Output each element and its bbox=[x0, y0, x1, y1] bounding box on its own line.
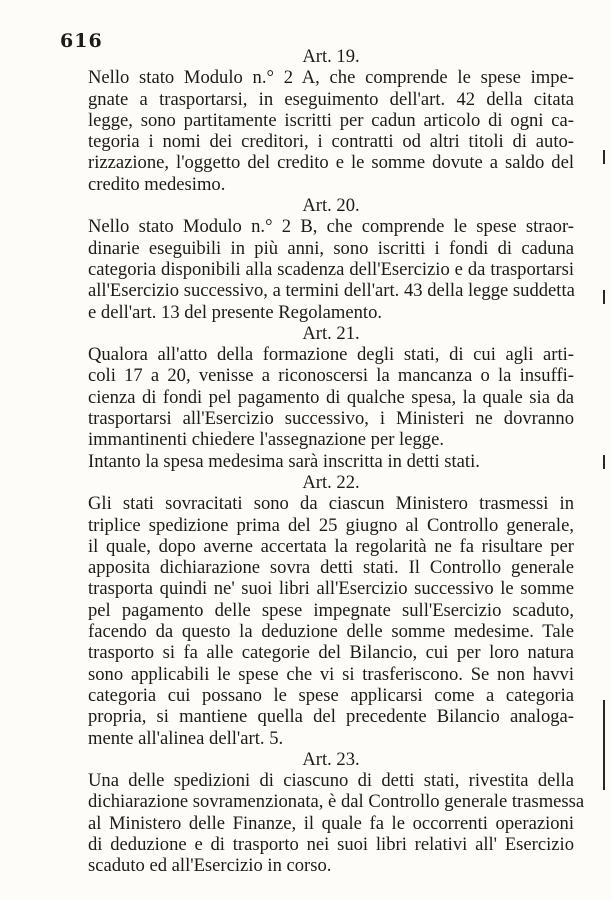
margin-mark bbox=[603, 455, 605, 469]
body-text bbox=[88, 46, 585, 877]
text-line: Gli stati sovracitati sono da ciascun Ministero trasmessi in bbox=[88, 493, 574, 515]
article-heading: Art. 20. bbox=[302, 195, 360, 217]
text-line: sono applicabili le spese che vi si trasferiscono. Se non havvi bbox=[88, 663, 574, 685]
text-line: rizzazione, l'oggetto del credito e le somme dovute a saldo del bbox=[88, 152, 574, 174]
text-line: scaduto ed all'Esercizio in corso. bbox=[88, 855, 332, 877]
text-line: Una delle spedizioni di ciascuno di detti stati, rivestita della bbox=[88, 770, 574, 792]
article-heading: Art. 22. bbox=[302, 471, 360, 493]
text-line: dichiarazione sovramenzionata, è dal Controllo generale trasmessa bbox=[88, 791, 585, 813]
text-line: pel pagamento delle spese impegnate sull'Esercizio scaduto, bbox=[88, 599, 574, 621]
margin-mark bbox=[603, 150, 605, 164]
text-line: categoria disponibili alla scadenza dell'Esercizio e da trasportarsi bbox=[88, 258, 574, 280]
text-line: legge, sono partitamente iscritti per cadun articolo di ogni ca- bbox=[88, 109, 574, 131]
margin-mark bbox=[603, 700, 605, 790]
text-line: trasporta quindi ne' suoi libri all'Esercizio successivo le somme bbox=[88, 578, 574, 600]
text-line: Qualora all'atto della formazione degli stati, di cui agli arti- bbox=[88, 344, 574, 366]
text-line: mente all'alinea dell'art. 5. bbox=[88, 727, 284, 749]
text-line: cienza di fondi pel pagamento di qualche spesa, la quale sia da bbox=[88, 386, 574, 408]
text-line: categoria cui possano le spese applicarsi come a categoria bbox=[88, 684, 574, 706]
margin-mark bbox=[603, 290, 605, 304]
text-line: al Ministero delle Finanze, il quale fa le occorrenti operazioni bbox=[88, 812, 574, 834]
text-line: triplice spedizione prima del 25 giugno al Controllo generale, bbox=[88, 514, 574, 536]
text-line: facendo da questo la deduzione delle somme medesime. Tale bbox=[88, 621, 574, 643]
text-line: coli 17 a 20, venisse a riconoscersi la mancanza o la insuffi- bbox=[88, 365, 574, 387]
text-line: gnate a trasportarsi, in eseguimento dell'art. 42 della citata bbox=[88, 88, 574, 110]
text-line: apposita dichiarazione sovra detti stati. Il Controllo generale bbox=[88, 557, 574, 579]
text-line: trasportarsi all'Esercizio successivo, i Ministeri ne dovranno bbox=[88, 408, 574, 430]
text-line: Nello stato Modulo n.° 2 B, che comprende le spese straor- bbox=[88, 216, 574, 238]
text-line: Intanto la spesa medesima sarà inscritta in detti stati. bbox=[88, 450, 480, 472]
text-line: immantinenti chiedere l'assegnazione per legge. bbox=[88, 429, 444, 451]
text-line: il quale, dopo averne accertata la regolarità ne fa risultare per bbox=[88, 535, 574, 557]
text-line: propria, si mantiene quella del precedente Bilancio analoga- bbox=[88, 706, 574, 728]
article-heading: Art. 21. bbox=[302, 322, 360, 344]
text-line: Nello stato Modulo n.° 2 A, che comprende le spese impe- bbox=[88, 67, 574, 89]
article-heading: Art. 23. bbox=[302, 748, 360, 770]
text-line: credito medesimo. bbox=[88, 173, 226, 195]
text-line: e dell'art. 13 del presente Regolamento. bbox=[88, 301, 383, 323]
text-line: di deduzione e di trasporto nei suoi libri relativi all' Esercizio bbox=[88, 833, 574, 855]
text-line: tegoria i nomi dei creditori, i contratti od altri titoli di auto- bbox=[88, 131, 574, 153]
text-line: dinarie eseguibili in più anni, sono iscritti i fondi di caduna bbox=[88, 237, 574, 259]
article-heading: Art. 19. bbox=[302, 46, 360, 67]
text-line: trasporto si fa alle categorie del Bilancio, cui per loro natura bbox=[88, 642, 574, 664]
page-number: 616 bbox=[60, 30, 103, 52]
text-line: all'Esercizio successivo, a termini dell'art. 43 della legge suddetta bbox=[88, 280, 575, 302]
